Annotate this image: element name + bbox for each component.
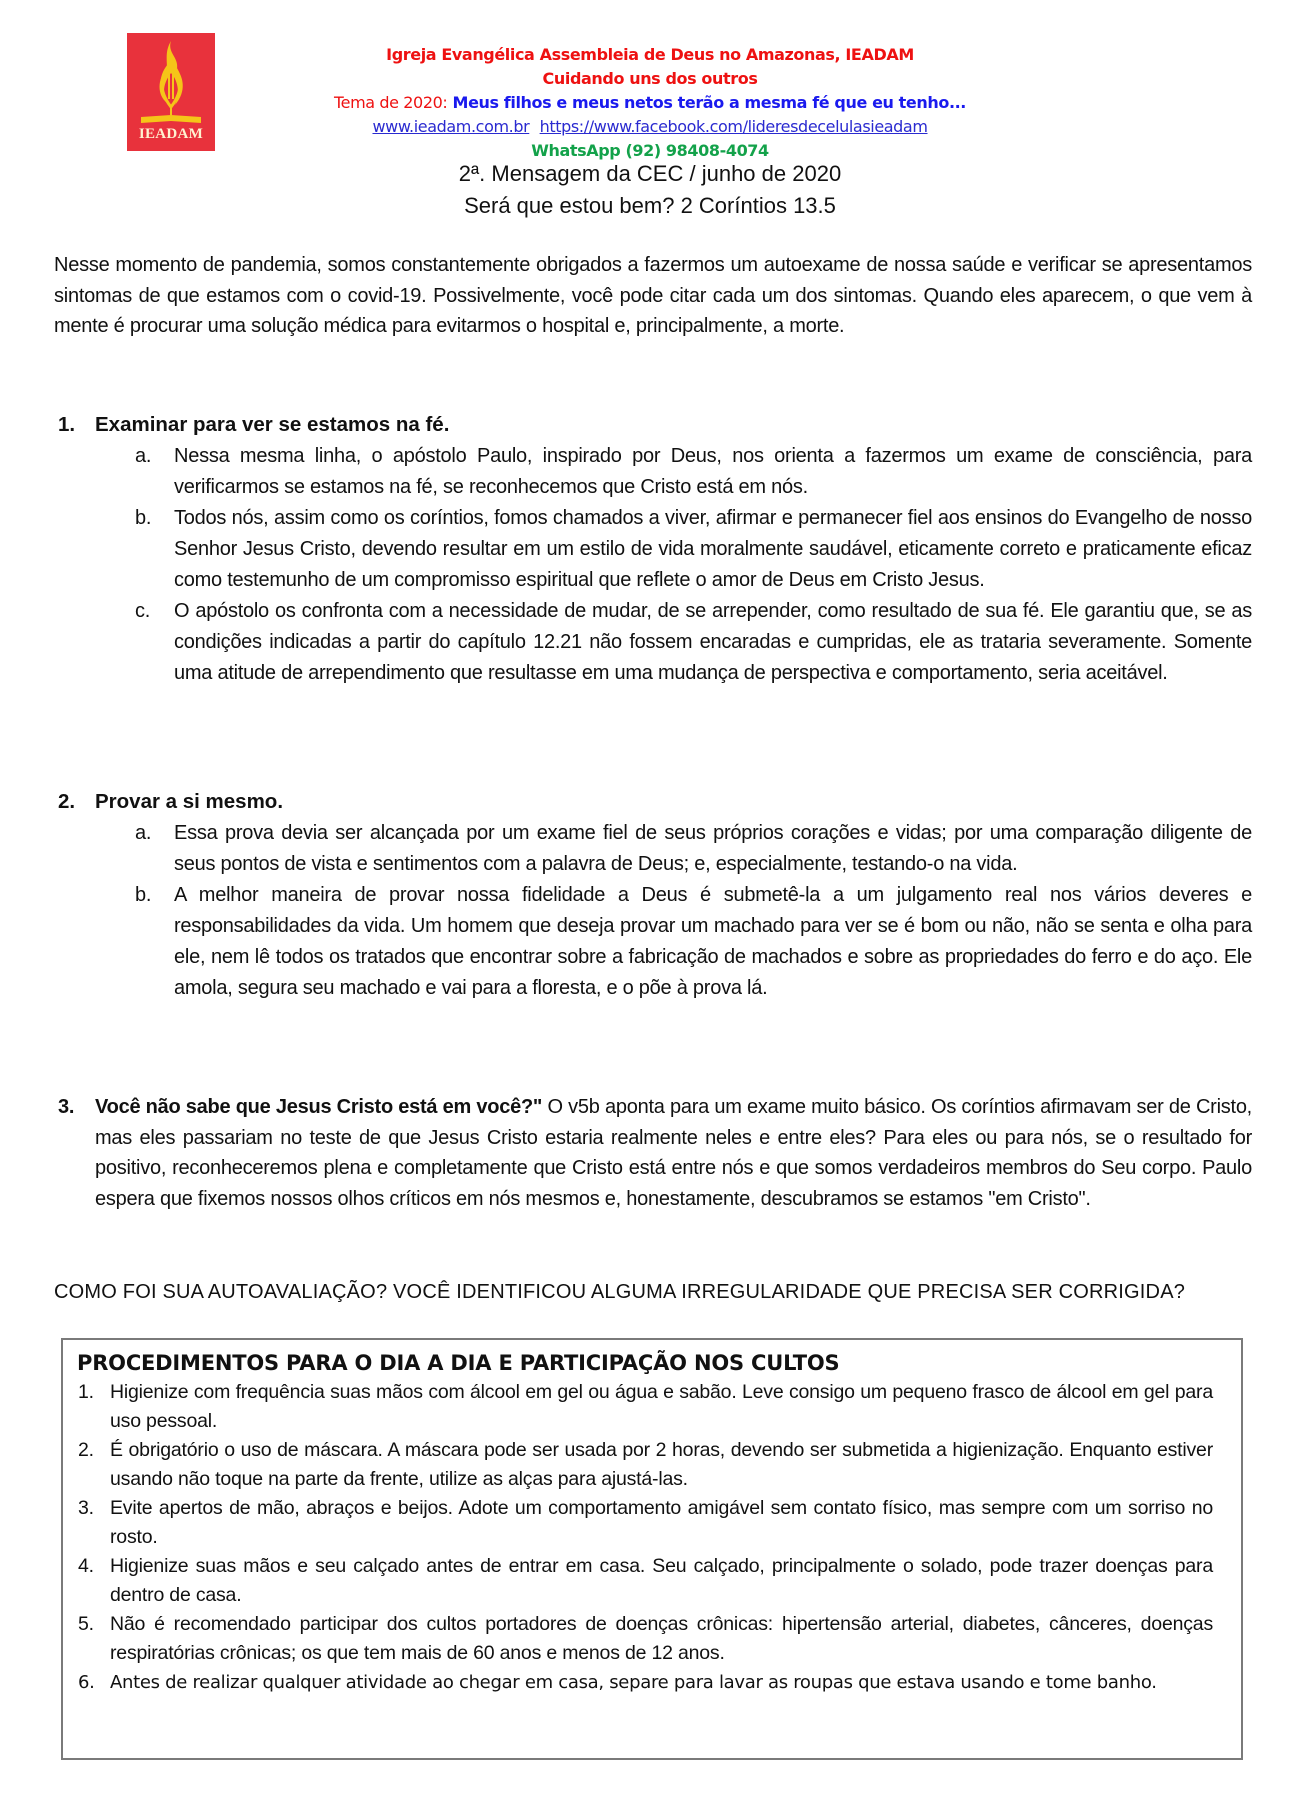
procedures-box [61, 1338, 1243, 1760]
logo-label: IEADAM [138, 126, 204, 142]
section-2-heading [58, 787, 283, 817]
whatsapp-contact: WhatsApp (92) 98408-4074 [531, 141, 769, 160]
item-text: Antes de realizar qualquer atividade ao chegar em casa, separe para lavar as roupas que estava usando e tome banho. [110, 1672, 1157, 1693]
list-item [78, 1668, 1213, 1697]
item-text: Nessa mesma linha, o apóstolo Paulo, inspirado por Deus, nos orienta a fazermos um exame de consciência, para verificarmos se estamos na fé, se reconhecemos que Cristo está em nós. [174, 445, 1252, 498]
self-evaluation-question: COMO FOI SUA AUTOAVALIAÇÃO? VOCÊ IDENTIFICOU ALGUMA IRREGULARIDADE QUE PRECISA SER CORRIGIDA? [54, 1281, 1186, 1303]
section-1-items [135, 441, 1252, 689]
section-number: 1. [58, 413, 76, 436]
website-link[interactable]: www.ieadam.com.br [372, 117, 530, 136]
church-name: Igreja Evangélica Assembleia de Deus no Amazonas, IEADAM [386, 45, 914, 64]
list-item [135, 596, 1252, 689]
procedures-list [78, 1378, 1213, 1697]
section-title: Provar a si mesmo. [95, 790, 284, 813]
item-marker: b. [135, 884, 152, 906]
ieadam-logo [127, 33, 215, 151]
section-3 [58, 1092, 1252, 1214]
item-text: O apóstolo os confronta com a necessidade de mudar, de se arrepender, como resultado de sua fé. Ele garantiu que, se as condições indicadas a partir do capítulo 12.21 não fossem encaradas e cumpridas, ele as trataria severamente. Somente uma atitude de arrependimento que resultasse em uma mudança de perspectiva e comportamento, seria aceitável. [174, 600, 1252, 684]
church-header [300, 43, 1000, 163]
theme-line [300, 91, 1000, 115]
links-line [300, 115, 1000, 139]
item-number: 5. [78, 1613, 94, 1635]
facebook-link[interactable]: https://www.facebook.com/lideresdecelulasieadam [539, 117, 928, 136]
item-text: Todos nós, assim como os coríntios, fomos chamados a viver, afirmar e permanecer fiel aos ensinos do Evangelho de nosso Senhor Jesus Cristo, devendo resultar em um estilo de vida moralmente saudável, eticamente correto e praticamente eficaz como testemunho de um compromisso espiritual que reflete o amor de Deus em Cristo Jesus. [174, 507, 1252, 591]
item-marker: a. [135, 445, 152, 467]
item-text: Higienize suas mãos e seu calçado antes de entrar em casa. Seu calçado, principalmente o solado, pode trazer doenças para dentro de casa. [110, 1555, 1213, 1606]
list-item [78, 1378, 1213, 1436]
theme-text: Meus filhos e meus netos terão a mesma fé que eu tenho... [452, 93, 966, 112]
procedures-title: PROCEDIMENTOS PARA O DIA A DIA E PARTICIPAÇÃO NOS CULTOS [77, 1351, 840, 1375]
section-text: O v5b aponta para um exame muito básico. Os coríntios afirmavam ser de Cristo, mas eles passariam no teste de que Jesus Cristo estaria realmente neles e entre eles? Para eles ou para nós, se o resultado for positivo, reconheceremos plena e completamente que Cristo está entre nós e que somos verdadeiros membros do Seu corpo. Paulo espera que fixemos nossos olhos críticos em nós mesmos e, honestamente, descubramos se estamos "em Cristo". [95, 1096, 1252, 1210]
list-item [135, 503, 1252, 596]
intro-paragraph: Nesse momento de pandemia, somos constantemente obrigados a fazermos um autoexame de nossa saúde e verificar se apresentamos sintomas de que estamos com o covid-19. Possivelmente, você pode citar cada um dos sintomas. Quando eles aparecem, o que vem à mente é procurar uma solução médica para evitarmos o hospital e, principalmente, a morte. [54, 254, 1252, 337]
item-text: Evite apertos de mão, abraços e beijos. Adote um comportamento amigável sem contato físico, mas sempre com um sorriso no rosto. [110, 1497, 1213, 1548]
section-number: 3. [58, 1096, 75, 1118]
item-number: 4. [78, 1555, 94, 1577]
item-marker: b. [135, 507, 152, 529]
item-marker: c. [135, 600, 151, 622]
item-text: A melhor maneira de provar nossa fidelidade a Deus é submetê-la a um julgamento real nos vários deveres e responsabilidades da vida. Um homem que deseja provar um machado para ver se é bom ou não, não se senta e olha para ele, nem lê todos os tratados que encontrar sobre a fabricação de machados e sobre as propriedades do ferro e do aço. Ele amola, segura seu machado e vai para a floresta, e o põe à prova lá. [174, 884, 1252, 999]
item-text: Essa prova devia ser alcançada por um exame fiel de seus próprios corações e vidas; por uma comparação diligente de seus pontos de vista e sentimentos com a palavra de Deus; e, especialmente, testando-o na vida. [174, 822, 1252, 875]
section-title: Você não sabe que Jesus Cristo está em você?" [95, 1096, 543, 1118]
list-item [135, 441, 1252, 503]
list-item [78, 1610, 1213, 1668]
message-title: Será que estou bem? 2 Coríntios 13.5 [464, 193, 836, 218]
item-text: É obrigatório o uso de máscara. A máscara pode ser usada por 2 horas, devendo ser submetida a higienização. Enquanto estiver usando não toque na parte da frente, utilize as alças para ajustá-las. [110, 1439, 1213, 1490]
item-marker: a. [135, 822, 152, 844]
church-motto: Cuidando uns dos outros [542, 69, 758, 88]
item-number: 2. [78, 1439, 94, 1461]
theme-label: Tema de 2020: [334, 93, 448, 112]
list-item [78, 1552, 1213, 1610]
list-item [78, 1436, 1213, 1494]
item-number: 1. [78, 1381, 94, 1403]
list-item [135, 818, 1252, 880]
section-title: Examinar para ver se estamos na fé. [95, 413, 450, 436]
item-number: 3. [78, 1497, 94, 1519]
document-title [300, 158, 1000, 222]
section-1-heading [58, 410, 449, 440]
item-number: 6. [78, 1672, 95, 1693]
list-item [135, 880, 1252, 1004]
message-subtitle: 2ª. Mensagem da CEC / junho de 2020 [458, 161, 842, 186]
item-text: Higienize com frequência suas mãos com álcool em gel ou água e sabão. Leve consigo um pequeno frasco de álcool em gel para uso pessoal. [110, 1381, 1213, 1432]
section-number: 2. [58, 790, 76, 813]
item-text: Não é recomendado participar dos cultos portadores de doenças crônicas: hipertensão arterial, diabetes, cânceres, doenças respiratórias crônicas; os que tem mais de 60 anos e menos de 12 anos. [110, 1613, 1213, 1664]
section-2-items [135, 818, 1252, 1004]
list-item [78, 1494, 1213, 1552]
